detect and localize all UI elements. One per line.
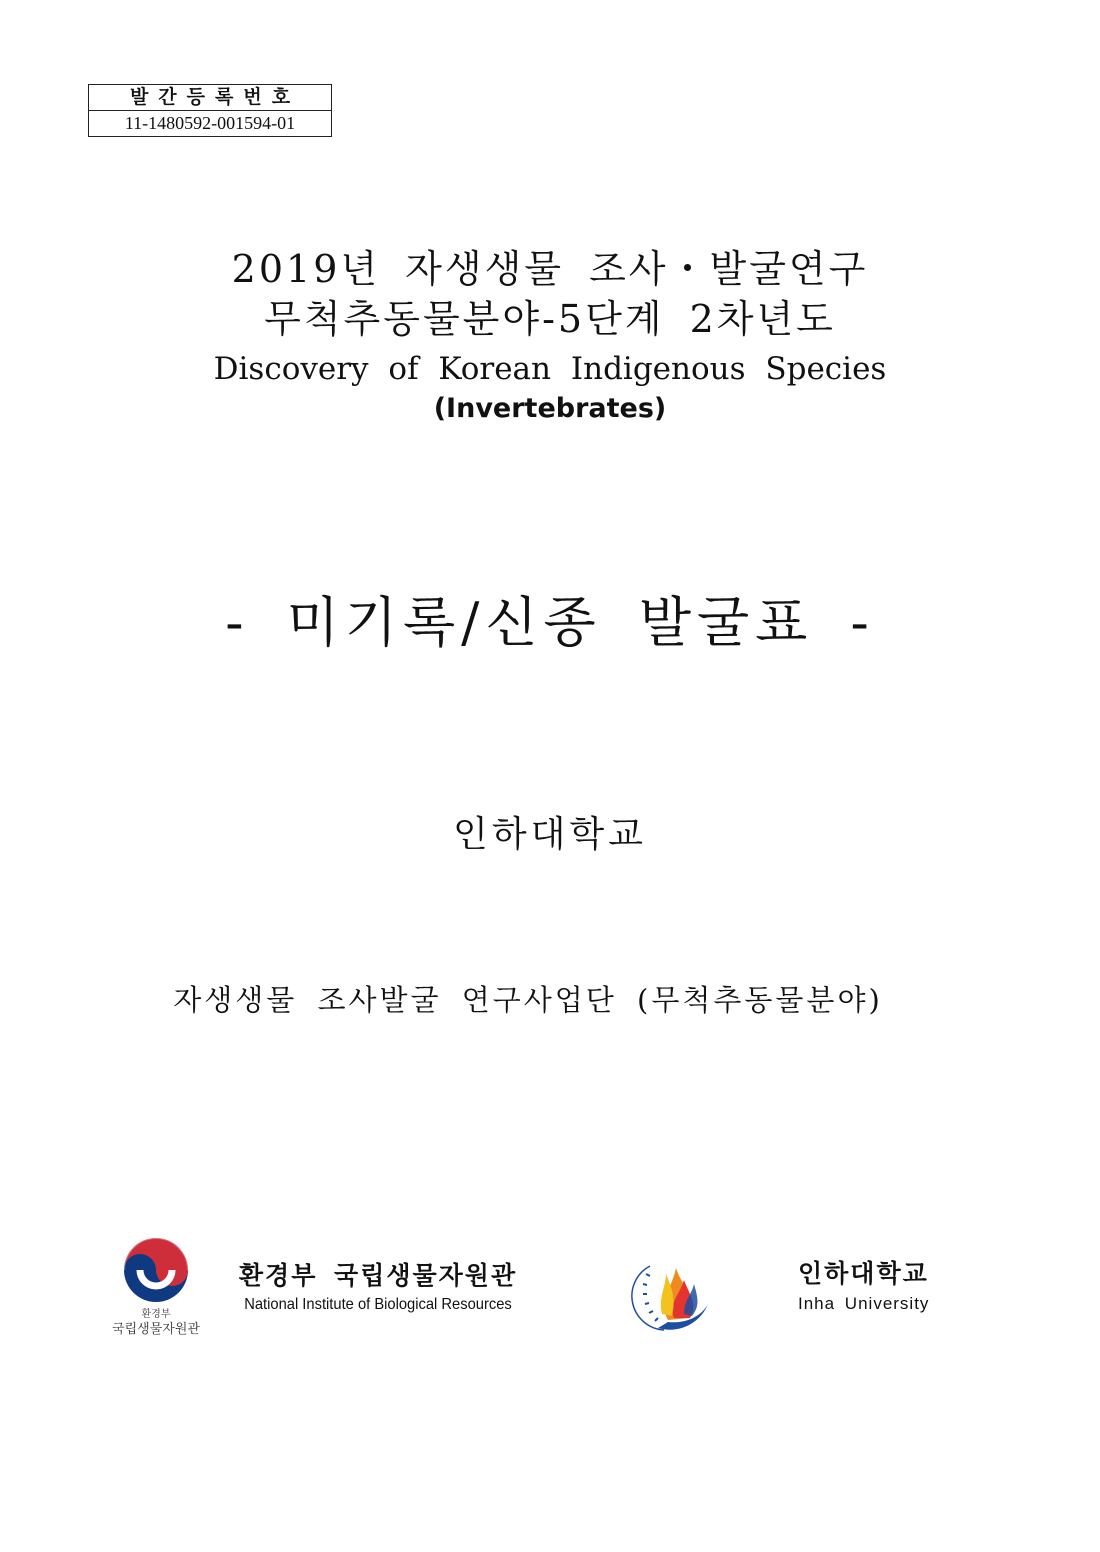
title-english: Discovery of Korean Indigenous Species [213,351,887,387]
title-line-2: 무척추동물분야-5단계 2차년도 [264,297,836,341]
nibr-name-english: National Institute of Biological Resources [244,1296,512,1313]
program-name: 자생생물 조사발굴 연구사업단 (무척추동물분야) [173,983,883,1017]
inha-emblem [628,1244,718,1336]
inha-name-english: Inha University [798,1294,930,1313]
inha-name-korean: 인하대학교 [798,1259,929,1288]
main-title: - 미기록/신종 발굴표 - [225,591,875,654]
inha-name-block [798,1258,978,1316]
registration-box [88,84,332,137]
inha-flame-logo-icon [628,1244,718,1336]
title-line-1: 2019년 자생생물 조사・발굴연구 [231,247,869,291]
registration-label: 발간등록번호 [89,85,331,111]
report-title [0,244,1100,428]
nibr-name-korean: 환경부 국립생물자원관 [238,1261,518,1290]
nibr-name-block [228,1260,528,1316]
emblem-caption-2: 국립생물자원관 [112,1322,200,1337]
registration-number: 11-1480592-001594-01 [124,113,296,133]
title-english-sub: (Invertebrates) [433,393,667,424]
organization-name: 인하대학교 [453,814,647,855]
taeguk-logo-icon [122,1236,190,1304]
nibr-emblem [108,1236,204,1338]
emblem-caption-1: 환경부 [141,1309,171,1320]
